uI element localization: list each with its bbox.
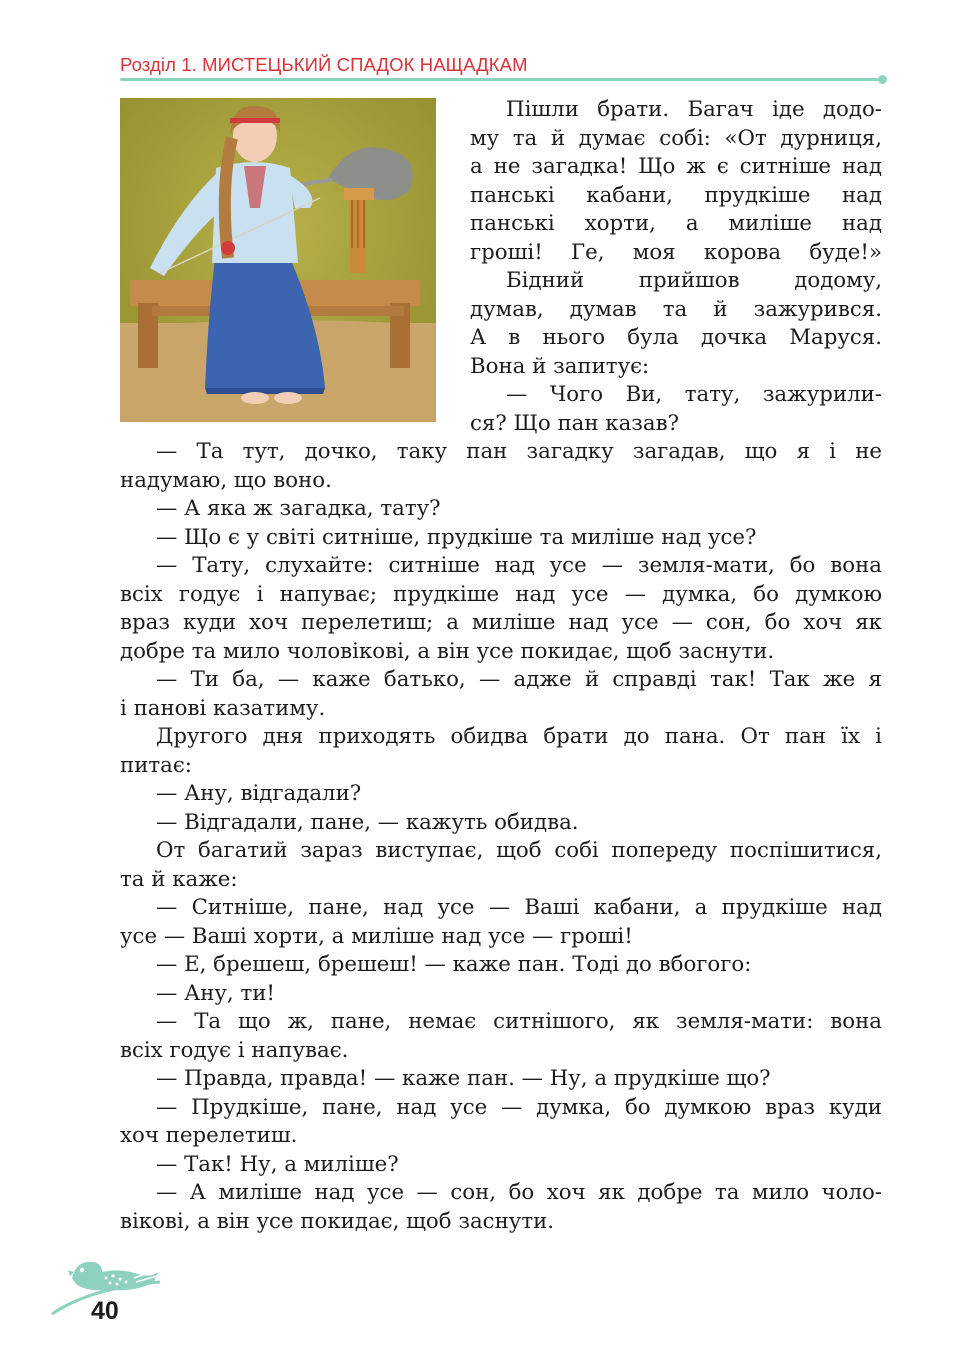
text-line: всіх годує і напуває; прудкіше над усе — думка, бо думкою	[120, 581, 882, 607]
text-line: А в нього була дочка Маруся.	[470, 325, 882, 350]
text-line: думав, думав та й зажурився.	[470, 296, 882, 322]
text-line: — Так! Ну, а миліше?	[156, 1151, 399, 1177]
text-line: — Та тут, дочко, таку пан загадку загадав, що я і не	[156, 439, 882, 464]
text-line: питає:	[120, 752, 192, 778]
text-line: вікові, а він усе покидає, щоб заснути.	[120, 1208, 555, 1234]
text-line: — Е, брешеш, брешеш! — каже пан. Тоді до вбогого:	[156, 952, 752, 977]
text-line: — А яка ж загадка, тату?	[156, 496, 441, 521]
text-line: — А миліше над усе — сон, бо хоч як добре та мило чоло-	[156, 1180, 882, 1205]
text-line: гроші! Ге, моя корова буде!»	[470, 239, 882, 265]
text-line: надумаю, що воно.	[120, 467, 332, 493]
text-line: му та й думає собі: «От дурниця,	[470, 125, 882, 151]
text-line: — Прудкіше, пане, над усе — думка, бо думкою враз куди	[156, 1094, 882, 1120]
text-line: і панові казатиму.	[120, 695, 326, 721]
text-line: хоч перелетиш.	[120, 1123, 298, 1148]
text-line: усе — Ваші хорти, а миліше над усе — гроші!	[120, 923, 633, 949]
text-line: добре та мило чоловікові, а він усе покидає, щоб заснути.	[120, 638, 775, 664]
text-line: — Тату, слухайте: ситніше над усе — земля-мати, бо вона	[156, 553, 882, 578]
text-line: панські хорти, а миліше над	[470, 211, 882, 236]
text-line: панські кабани, прудкіше над	[470, 182, 882, 208]
header-rule	[120, 78, 880, 81]
text-line: — Правда, правда! — каже пан. — Ну, а прудкіше що?	[156, 1066, 771, 1091]
text-line: враз куди хоч перелетиш; а миліше над усе — сон, бо хоч як	[120, 610, 882, 635]
text-line: — Та що ж, пане, немає ситнішого, як земля-мати: вона	[156, 1009, 882, 1034]
page-number: 40	[91, 1297, 119, 1325]
text-line: — Ану, ти!	[156, 980, 275, 1006]
text-line: ся? Що пан казав?	[470, 410, 680, 436]
text-line: — Ситніше, пане, над усе — Ваші кабани, а прудкіше над	[156, 895, 882, 920]
text-line: — Ану, відгадали?	[156, 781, 362, 806]
story-text	[120, 96, 882, 1236]
text-line: — Ти ба, — каже батько, — адже й справді так! Так же я	[156, 667, 882, 692]
text-line: Другого дня приходять обидва брати до пана. От пан їх і	[156, 724, 882, 749]
header-rule-dot	[878, 75, 887, 84]
section-header: Розділ 1. МИСТЕЦЬКИЙ СПАДОК НАЩАДКАМ	[120, 54, 528, 75]
text-line: Бідний прийшов додому,	[506, 268, 882, 293]
text-line: — Що є у світі ситніше, прудкіше та миліше над усе?	[156, 524, 757, 550]
text-line: — Відгадали, пане, — кажуть обидва.	[156, 809, 579, 835]
text-line: а не загадка! Що ж є ситніше над	[470, 154, 882, 179]
text-line: — Чого Ви, тату, зажурили-	[506, 382, 882, 407]
text-line: Вона й запитує:	[470, 353, 650, 379]
text-line: От багатий зараз виступає, щоб собі попереду поспішитися,	[156, 838, 882, 863]
text-line: Пішли брати. Багач іде додо-	[506, 97, 882, 122]
text-line: та й каже:	[120, 866, 238, 892]
text-line: всіх годує і напуває.	[120, 1037, 349, 1063]
